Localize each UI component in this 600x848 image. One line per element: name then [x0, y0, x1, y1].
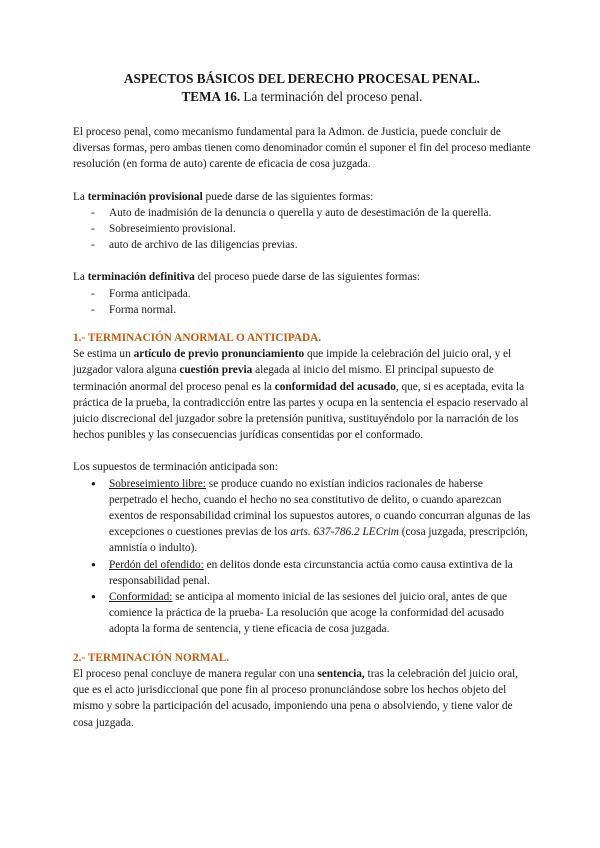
document-title: ASPECTOS BÁSICOS DEL DERECHO PROCESAL PENAL. — [124, 71, 480, 86]
list-item: - Forma normal. — [91, 302, 531, 318]
intro-paragraph: El proceso penal, como mecanismo fundamental para la Admon. de Justicia, puede concluir de diversas formas, pero ambas tienen como denominador común el suponer el fin del proceso mediante resolución (en forma de auto) carente de eficacia de cosa juzgada. — [73, 126, 531, 171]
definitiva-term: terminación definitiva — [87, 271, 195, 284]
supuestos-intro: Los supuestos de terminación anticipada son: — [73, 461, 278, 474]
list-item: ● Conformidad: se anticipa al momento inicial de las sesiones del juicio oral, antes de que comience la práctica de la prueba- La resolución que acoge la conformidad del acusado adopta la forma de sentencia, y tiene eficacia de cosa juzgada. — [91, 589, 531, 638]
section1-paragraph: Se estima un artículo de previo pronunciamiento que impide la celebración del juicio oral, y el juzgador valora alguna cuestión previa alegada al inicio del mismo. El principal supuesto de terminación anormal del proceso penal es la conformidad del acusado, que, si es aceptada, evita la práctica de la prueba, la contradicción entre las partes y ocupa en la sentencia el espacio reservado al juicio discrecional del juzgador sobre la pretensión punitiva, sustituyéndolo por la narración de los hechos punibles y las consecuencias jurídicas consentidas por el conformado. — [73, 348, 529, 442]
definitiva-list — [73, 286, 531, 318]
supuestos-list — [73, 476, 531, 638]
list-item: ● Perdón del ofendido: en delitos donde esta circunstancia actúa como causa extintiva de la responsabilidad penal. — [91, 557, 531, 589]
definitiva-intro: La terminación definitiva del proceso puede darse de las siguientes formas: — [73, 271, 420, 284]
document-subtitle — [73, 88, 531, 106]
list-item: ● Sobreseimiento libre: se produce cuando no existían indicios racionales de haberse perpetrado el hecho, cuando el hecho no sea constitutivo de delito, o cuando aparezcan exentos de responsabilidad criminal los supuestos autores, o cuando concurran algunas de las excepciones o cuestiones previas de los arts. 637-786.2 LECrim (cosa juzgada, prescripción, amnistía o indulto). — [91, 476, 531, 557]
subtitle-topic-number: TEMA 16. — [181, 89, 241, 104]
provisional-list — [73, 205, 531, 254]
document-page — [73, 70, 531, 731]
provisional-term: terminación provisional — [87, 190, 203, 203]
section1-heading: 1.- TERMINACIÓN ANORMAL O ANTICIPADA. — [73, 332, 322, 345]
list-item: - Sobreseimiento provisional. — [91, 221, 531, 237]
list-item: - Forma anticipada. — [91, 286, 531, 302]
list-item: - Auto de inadmisión de la denuncia o querella y auto de desestimación de la querella. — [91, 205, 531, 221]
provisional-intro: La terminación provisional puede darse de las siguientes formas: — [73, 190, 374, 203]
subtitle-topic-name: La terminación del proceso penal. — [240, 89, 423, 104]
section2-heading: 2.- TERMINACIÓN NORMAL. — [73, 651, 230, 664]
section2-paragraph: El proceso penal concluye de manera regular con una sentencia, tras la celebración del juicio oral, que es el acto jurisdiccional que pone fin al proceso pronunciándose sobre los hechos objeto del mismo y sobre la participación del acusado, imponiendo una pena o absolviendo, y tiene valor de cosa juzgada. — [73, 667, 519, 729]
list-item: - auto de archivo de las diligencias previas. — [91, 237, 531, 253]
